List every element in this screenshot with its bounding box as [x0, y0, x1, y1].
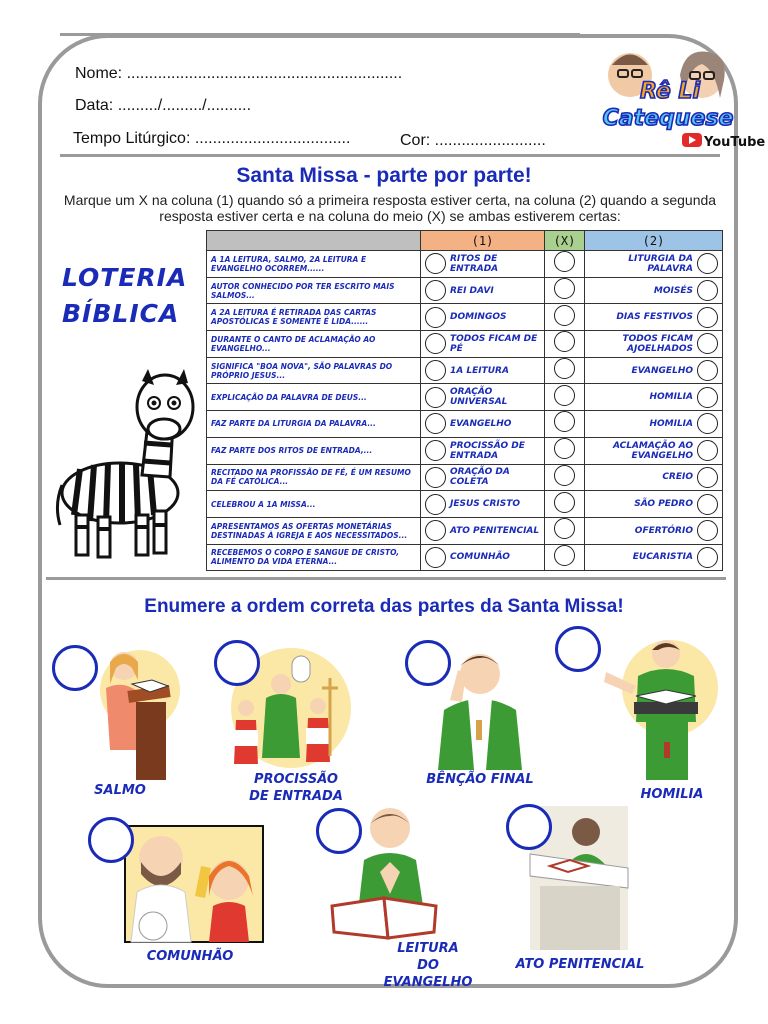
- answer2-cell: [585, 384, 723, 411]
- answer1-cell: [421, 277, 545, 304]
- answer2-text: EVANGELHO: [631, 365, 693, 376]
- youtube-label: YouTube: [704, 135, 766, 150]
- name-field[interactable]: Nome: ..............................................................: [75, 65, 403, 82]
- question-cell: APRESENTAMOS AS OFERTAS MONETÁRIAS DESTINADAS À IGREJA E AOS NECESSITADOS...: [207, 517, 421, 544]
- answer1-cell: [421, 491, 545, 518]
- answer1-cell: [421, 357, 545, 384]
- homilia-label: HOMILIA: [640, 787, 704, 802]
- header-col-2: (2): [585, 231, 723, 251]
- table-row: [207, 544, 723, 571]
- answer1-text: RITOS DE ENTRADA: [450, 253, 499, 274]
- answer1-cell: [421, 251, 545, 278]
- header-col-1: (1): [421, 231, 545, 251]
- both-cell: [545, 331, 585, 358]
- answer1-text: PROCISSÃO DE ENTRADA: [450, 440, 525, 461]
- leitura-number-circle[interactable]: [316, 808, 362, 854]
- answer1-cell: [421, 544, 545, 571]
- answer1-checkbox[interactable]: [425, 280, 446, 301]
- question-cell: DURANTE O CANTO DE ACLAMAÇÃO AO EVANGELHO...: [207, 331, 421, 358]
- answer1-cell: [421, 331, 545, 358]
- answer2-cell: [585, 331, 723, 358]
- both-cell: [545, 304, 585, 331]
- both-checkbox[interactable]: [554, 278, 575, 299]
- lottery-line2: BÍBLICA: [62, 299, 180, 328]
- answer2-text: HOMILIA: [649, 418, 693, 429]
- answer2-text: EUCARISTIA: [632, 552, 693, 563]
- question-cell: RECITADO NA PROFISSÃO DE FÉ, É UM RESUMO DA FÉ CATÓLICA...: [207, 464, 421, 491]
- bencao-number-circle[interactable]: [405, 640, 451, 686]
- answer2-checkbox[interactable]: [697, 253, 718, 274]
- bencao-label: BÊNÇÃO FINAL: [426, 772, 534, 787]
- answer2-cell: [585, 464, 723, 491]
- color-field[interactable]: Cor: .........................: [400, 132, 546, 149]
- table-row: [207, 357, 723, 384]
- answer1-cell: [421, 411, 545, 438]
- answer2-text: ACLAMAÇÃO AO EVANGELHO: [612, 440, 693, 461]
- both-cell: [545, 464, 585, 491]
- logo-line1: Rê Li: [640, 79, 700, 104]
- answer2-checkbox[interactable]: [697, 467, 718, 488]
- answer1-checkbox[interactable]: [425, 467, 446, 488]
- both-cell: [545, 437, 585, 464]
- table-row: [207, 491, 723, 518]
- procissao-label-line1: PROCISSÃO: [254, 772, 338, 787]
- answer1-checkbox[interactable]: [425, 307, 446, 328]
- answer1-checkbox[interactable]: [425, 413, 446, 434]
- table-row: [207, 251, 723, 278]
- procissao-label: [236, 771, 356, 805]
- table-row: [207, 277, 723, 304]
- ato-label: ATO PENITENCIAL: [515, 957, 645, 972]
- question-cell: CELEBROU A 1A MISSA...: [207, 491, 421, 518]
- answer2-text: DIAS FESTIVOS: [616, 312, 693, 323]
- answer2-checkbox[interactable]: [697, 440, 718, 461]
- answer2-checkbox[interactable]: [697, 307, 718, 328]
- answer2-cell: [585, 277, 723, 304]
- table-row: [207, 464, 723, 491]
- question-cell: AUTOR CONHECIDO POR TER ESCRITO MAIS SALMOS...: [207, 277, 421, 304]
- procissao-label-line2: DE ENTRADA: [249, 789, 343, 804]
- answer2-text: OFERTÓRIO: [634, 525, 693, 536]
- question-cell: EXPLICAÇÃO DA PALAVRA DE DEUS...: [207, 384, 421, 411]
- section2-title: Enumere a ordem correta das partes da Santa Missa!: [144, 596, 624, 617]
- both-checkbox[interactable]: [554, 518, 575, 539]
- both-cell: [545, 384, 585, 411]
- both-checkbox[interactable]: [554, 305, 575, 326]
- table-row: [207, 437, 723, 464]
- answer2-cell: [585, 517, 723, 544]
- answer2-text: SÃO PEDRO: [634, 499, 693, 510]
- answer2-cell: [585, 411, 723, 438]
- both-checkbox[interactable]: [554, 465, 575, 486]
- answer1-text: EVANGELHO: [450, 418, 512, 429]
- answer2-text: LITURGIA DA PALAVRA: [628, 253, 693, 274]
- homilia-number-circle[interactable]: [555, 626, 601, 672]
- answer1-text: JESUS CRISTO: [450, 499, 521, 510]
- answer1-checkbox[interactable]: [425, 333, 446, 354]
- answer2-cell: [585, 251, 723, 278]
- answer1-checkbox[interactable]: [425, 440, 446, 461]
- table-row: [207, 304, 723, 331]
- lottery-line1: LOTERIA: [62, 263, 188, 292]
- answer2-cell: [585, 437, 723, 464]
- both-checkbox[interactable]: [554, 331, 575, 352]
- reli-catequese-logo: [590, 30, 766, 155]
- answer1-checkbox[interactable]: [425, 387, 446, 408]
- procissao-number-circle[interactable]: [214, 640, 260, 686]
- answer1-text: ORAÇÃO DA COLETA: [450, 467, 510, 488]
- answer1-cell: [421, 464, 545, 491]
- both-checkbox[interactable]: [554, 438, 575, 459]
- answer2-cell: [585, 357, 723, 384]
- answer1-checkbox[interactable]: [425, 494, 446, 515]
- leitura-label-line2: DO EVANGELHO: [383, 958, 473, 990]
- answer1-cell: [421, 517, 545, 544]
- question-cell: A 1A LEITURA, SALMO, 2A LEITURA E EVANGELHO OCORREM......: [207, 251, 421, 278]
- answer1-text: 1A LEITURA: [450, 365, 509, 376]
- leitura-label-line1: LEITURA: [397, 941, 459, 956]
- answer2-checkbox[interactable]: [697, 280, 718, 301]
- answer2-checkbox[interactable]: [697, 360, 718, 381]
- answer1-cell: [421, 437, 545, 464]
- salmo-label: SALMO: [94, 783, 146, 798]
- instructions: Marque um X na coluna (1) quando só a primeira resposta estiver certa, na coluna (2) quando a segunda resposta estiver certa e na coluna do meio (X) se ambas estiverem certas:: [63, 192, 717, 224]
- answer2-text: MOISÉS: [653, 285, 693, 296]
- date-field[interactable]: Data: ........./........./..........: [75, 97, 252, 114]
- answer1-text: ORAÇÃO UNIVERSAL: [450, 387, 508, 408]
- answer1-text: TODOS FICAM DE PÉ: [450, 333, 538, 354]
- header-col-x: (X): [545, 231, 585, 251]
- salmo-number-circle[interactable]: [52, 645, 98, 691]
- answer2-cell: [585, 304, 723, 331]
- answer1-text: DOMINGOS: [450, 312, 507, 323]
- both-cell: [545, 251, 585, 278]
- homilia-illustration: [596, 632, 712, 780]
- both-cell: [545, 491, 585, 518]
- answer1-text: ATO PENITENCIAL: [450, 525, 540, 536]
- question-cell: A 2A LEITURA É RETIRADA DAS CARTAS APOSTÓLICAS E SOMENTE É LIDA......: [207, 304, 421, 331]
- answer2-checkbox[interactable]: [697, 333, 718, 354]
- answer2-checkbox[interactable]: [697, 494, 718, 515]
- both-cell: [545, 277, 585, 304]
- answer2-checkbox[interactable]: [697, 413, 718, 434]
- answer2-cell: [585, 544, 723, 571]
- comunhao-illustration: [125, 826, 263, 942]
- answer1-checkbox[interactable]: [425, 360, 446, 381]
- both-cell: [545, 544, 585, 571]
- both-checkbox[interactable]: [554, 358, 575, 379]
- table-row: [207, 517, 723, 544]
- answer1-cell: [421, 304, 545, 331]
- answer2-text: TODOS FICAM AJOELHADOS: [622, 333, 693, 354]
- table-row: [207, 411, 723, 438]
- table-header: [207, 231, 723, 251]
- both-cell: [545, 357, 585, 384]
- answer1-checkbox[interactable]: [425, 520, 446, 541]
- comunhao-label: COMUNHÃO: [146, 949, 234, 964]
- both-cell: [545, 411, 585, 438]
- both-checkbox[interactable]: [554, 251, 575, 272]
- answer2-checkbox[interactable]: [697, 387, 718, 408]
- answer1-checkbox[interactable]: [425, 253, 446, 274]
- answer1-text: REI DAVI: [450, 285, 494, 296]
- comunhao-number-circle[interactable]: [88, 817, 134, 863]
- question-cell: FAZ PARTE DA LITURGIA DA PALAVRA...: [207, 411, 421, 438]
- answer2-text: HOMILIA: [649, 392, 693, 403]
- question-cell: RECEBEMOS O CORPO E SANGUE DE CRISTO, ALIMENTO DA VIDA ETERNA...: [207, 544, 421, 571]
- ato-number-circle[interactable]: [506, 804, 552, 850]
- section-divider: [46, 577, 726, 580]
- answer1-text: COMUNHÃO: [450, 552, 510, 563]
- answer2-checkbox[interactable]: [697, 547, 718, 568]
- both-checkbox[interactable]: [554, 492, 575, 513]
- answer2-cell: [585, 491, 723, 518]
- answer2-text: CREIO: [662, 472, 693, 483]
- leitura-label: [376, 940, 480, 991]
- both-checkbox[interactable]: [554, 545, 575, 566]
- zebra-illustration: [50, 365, 200, 565]
- question-cell: SIGNIFICA "BOA NOVA", SÃO PALAVRAS DO PRÓPRIO JESUS...: [207, 357, 421, 384]
- answer1-cell: [421, 384, 545, 411]
- lottery-table: [206, 230, 723, 571]
- table-row: [207, 384, 723, 411]
- liturgical-season-field[interactable]: Tempo Litúrgico: ...................................: [73, 130, 351, 147]
- answer1-checkbox[interactable]: [425, 547, 446, 568]
- answer2-checkbox[interactable]: [697, 520, 718, 541]
- logo-line2: Catequese: [602, 106, 734, 131]
- question-cell: FAZ PARTE DOS RITOS DE ENTRADA,...: [207, 437, 421, 464]
- page-title: Santa Missa - parte por parte!: [236, 164, 532, 187]
- lottery-label: [62, 260, 187, 332]
- both-cell: [545, 517, 585, 544]
- header-top-line: [60, 33, 580, 36]
- both-checkbox[interactable]: [554, 411, 575, 432]
- table-row: [207, 331, 723, 358]
- both-checkbox[interactable]: [554, 385, 575, 406]
- header-question: [207, 231, 421, 251]
